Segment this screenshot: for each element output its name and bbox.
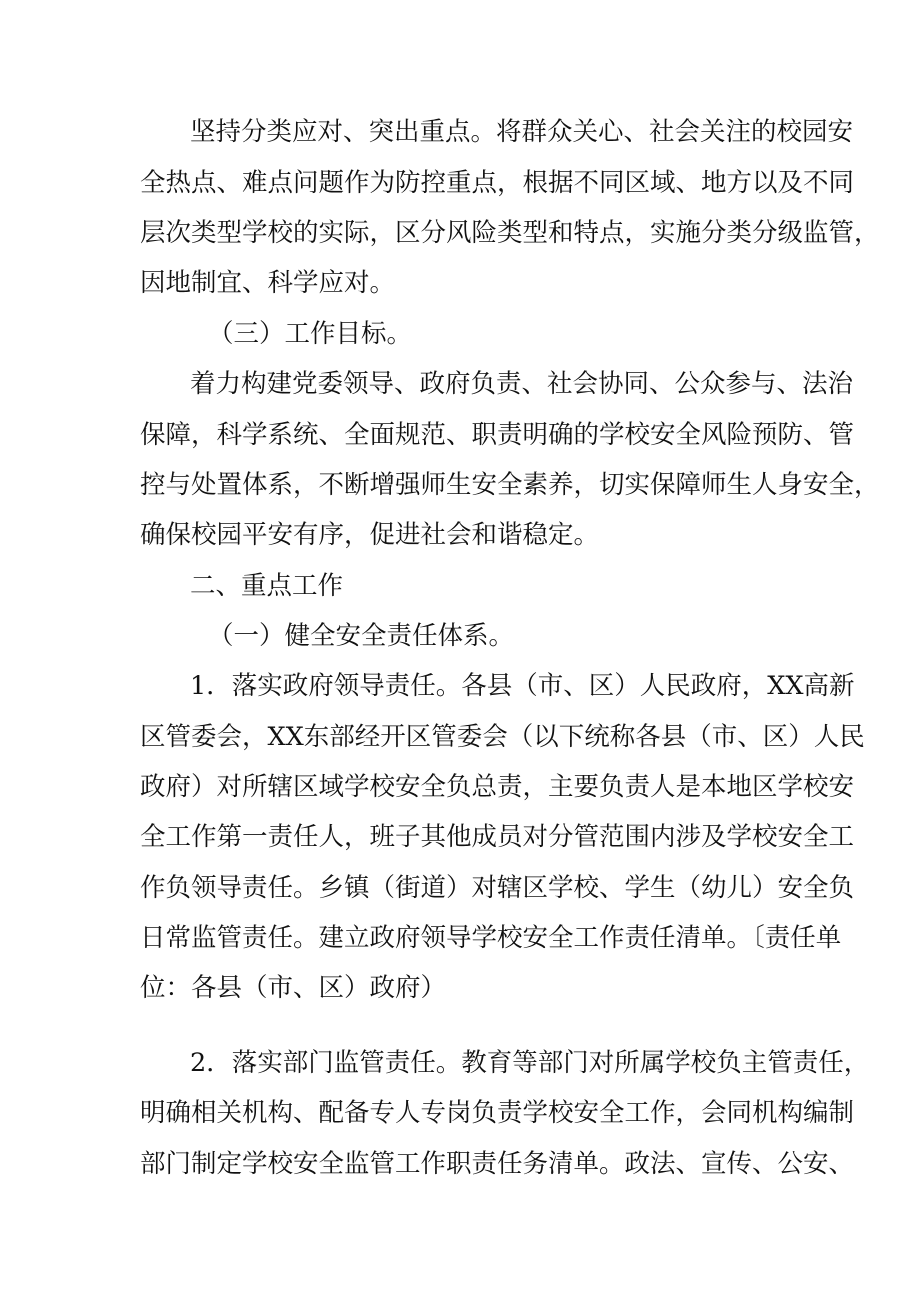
paragraph-line: 全热点、难点问题作为防控重点，根据不同区域、地方以及不同 (140, 168, 855, 198)
paragraph-line: 全工作第一责任人，班子其他成员对分管范围内涉及学校安全工 (140, 822, 855, 852)
paragraph-line: 作负领导责任。乡镇（街道）对辖区学校、学生（幼儿）安全负 (140, 873, 855, 903)
paragraph-line: 日常监管责任。建立政府领导学校安全工作责任清单。〔责任单 (140, 923, 842, 953)
paragraph-line: 位：各县（市、区）政府） (140, 973, 447, 1003)
paragraph-line: 明确相关机构、配备专人专岗负责学校安全工作，会同机构编制 (140, 1098, 855, 1128)
paragraph-line: 层次类型学校的实际，区分风险类型和特点，实施分类分级监管， (140, 218, 880, 248)
paragraph-line: 控与处置体系，不断增强师生安全素养，切实保障师生人身安全， (140, 470, 880, 500)
paragraph-line: 保障，科学系统、全面规范、职责明确的学校安全风险预防、管 (140, 420, 855, 450)
subsection-heading: （一）健全安全责任体系。 (208, 621, 515, 651)
paragraph-line: 区管委会，XX东部经开区管委会（以下统称各县（市、区）人民 (140, 722, 865, 752)
section-heading: （三）工作目标。 (208, 319, 413, 349)
paragraph-line: 确保校园平安有序，促进社会和谐稳定。 (140, 520, 600, 550)
paragraph-line: 坚持分类应对、突出重点。将群众关心、社会关注的校园安 (190, 117, 854, 147)
section-heading: 二、重点工作 (190, 571, 344, 601)
paragraph-line: 1．落实政府领导责任。各县（市、区）人民政府，XX高新 (190, 671, 855, 701)
paragraph-line: 政府）对所辖区域学校安全负总责，主要负责人是本地区学校安 (140, 772, 855, 802)
paragraph-line: 部门制定学校安全监管工作职责任务清单。政法、宣传、公安、 (140, 1149, 855, 1179)
paragraph-line: 着力构建党委领导、政府负责、社会协同、公众参与、法治 (190, 369, 854, 399)
paragraph-line: 因地制宜、科学应对。 (140, 268, 396, 298)
paragraph-line: 2．落实部门监管责任。教育等部门对所属学校负主管责任， (190, 1048, 870, 1078)
